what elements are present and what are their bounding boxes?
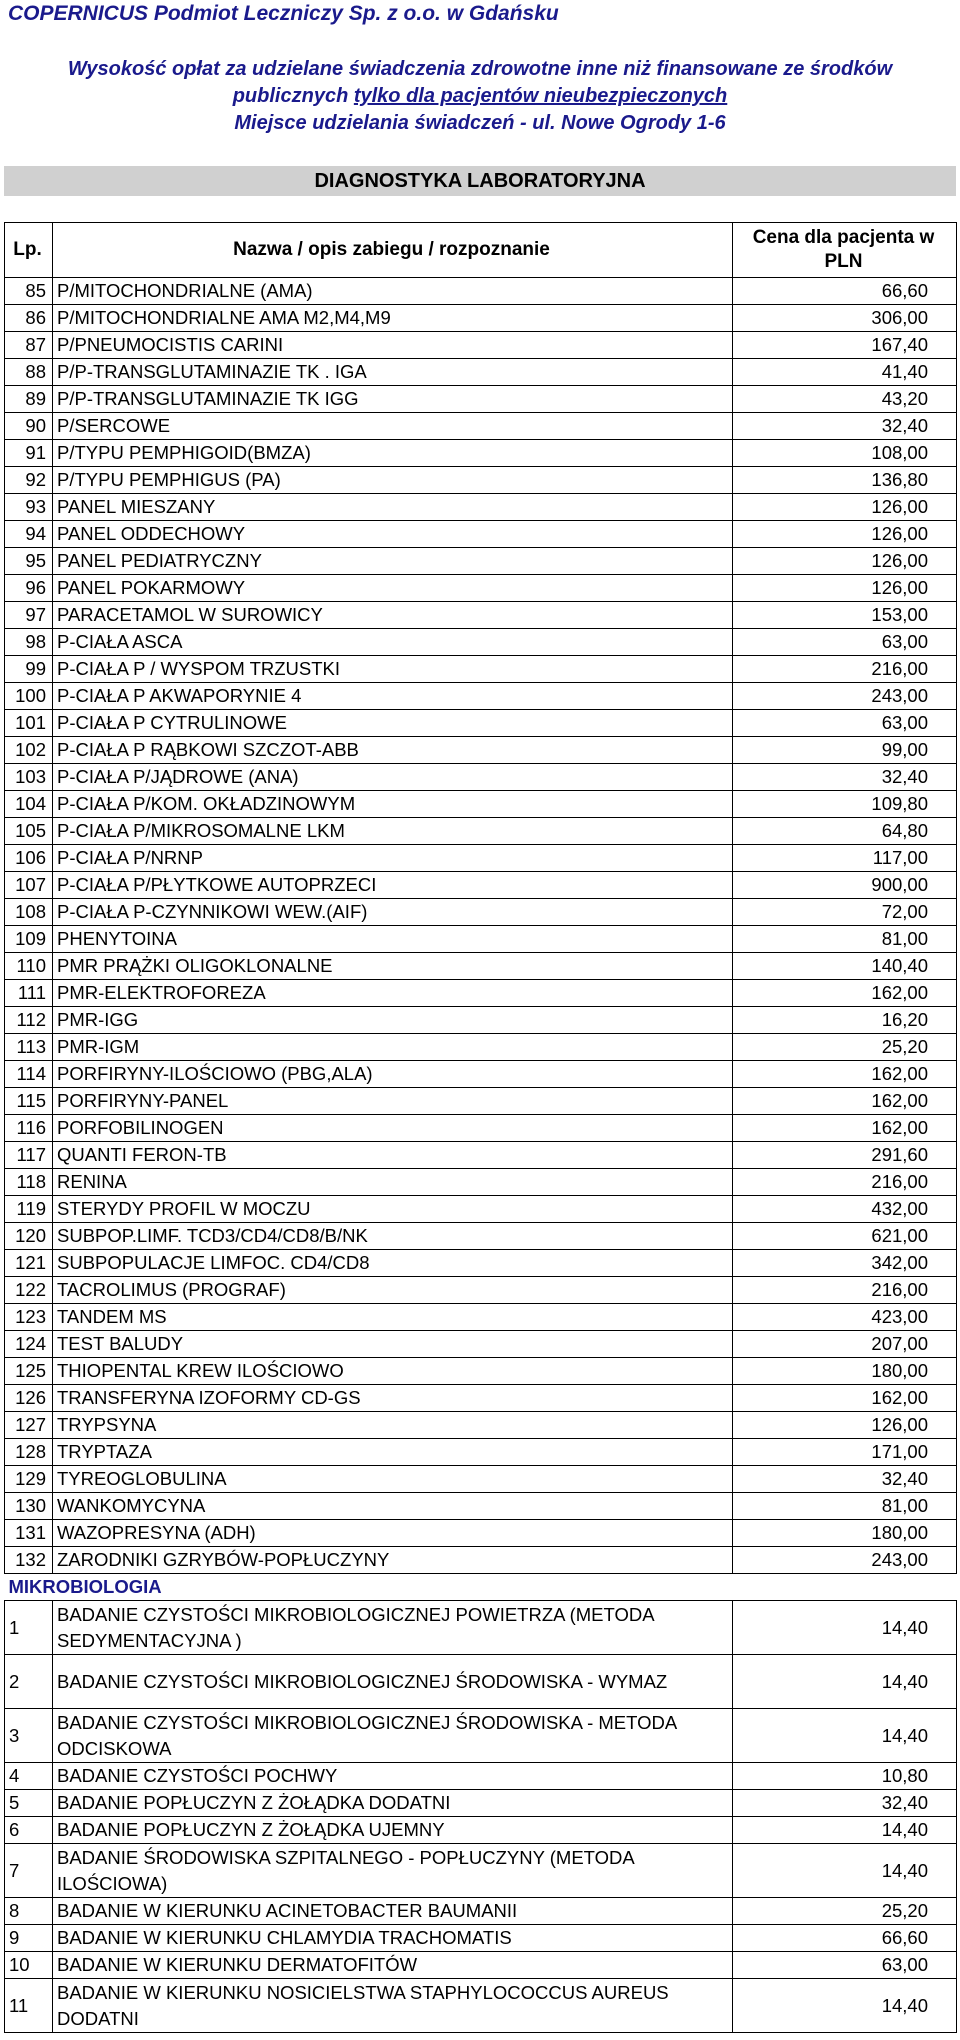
row-price: 66,60 [733, 278, 957, 305]
row-name: P-CIAŁA P AKWAPORYNIE 4 [53, 683, 733, 710]
row-price: 136,80 [733, 467, 957, 494]
table-row [5, 953, 957, 980]
row-price: 432,00 [733, 1196, 957, 1223]
table-row [5, 683, 957, 710]
row-name: PMR-IGM [53, 1034, 733, 1061]
subtitle-line-2-text: publicznych [232, 85, 354, 107]
row-name: PMR-ELEKTROFOREZA [53, 980, 733, 1007]
row-price: 342,00 [733, 1250, 957, 1277]
row-name: PORFOBILINOGEN [53, 1115, 733, 1142]
row-lp: 130 [5, 1493, 53, 1520]
row-name: P/MITOCHONDRIALNE AMA M2,M4,M9 [53, 305, 733, 332]
table-row [5, 1979, 957, 2033]
row-lp: 105 [5, 818, 53, 845]
row-lp: 96 [5, 575, 53, 602]
row-lp: 5 [5, 1790, 53, 1817]
row-name: BADANIE CZYSTOŚCI MIKROBIOLOGICZNEJ POWIETRZA (METODA SEDYMENTACYJNA ) [53, 1601, 733, 1655]
row-name: PANEL ODDECHOWY [53, 521, 733, 548]
row-price: 99,00 [733, 737, 957, 764]
row-name: SUBPOPULACJE LIMFOC. CD4/CD8 [53, 1250, 733, 1277]
row-lp: 120 [5, 1223, 53, 1250]
row-name: P-CIAŁA P/PŁYTKOWE AUTOPRZECI [53, 872, 733, 899]
table-row [5, 1304, 957, 1331]
table-row [5, 1061, 957, 1088]
row-name: P-CIAŁA ASCA [53, 629, 733, 656]
row-lp: 125 [5, 1358, 53, 1385]
row-name: P-CIAŁA P/NRNP [53, 845, 733, 872]
row-lp: 115 [5, 1088, 53, 1115]
row-name: PANEL POKARMOWY [53, 575, 733, 602]
row-price: 32,40 [733, 413, 957, 440]
column-header-lp: Lp. [5, 223, 53, 278]
row-price: 32,40 [733, 1790, 957, 1817]
row-lp: 104 [5, 791, 53, 818]
row-name: P-CIAŁA P CYTRULINOWE [53, 710, 733, 737]
row-name: PANEL MIESZANY [53, 494, 733, 521]
row-lp: 112 [5, 1007, 53, 1034]
table-row [5, 980, 957, 1007]
row-lp: 99 [5, 656, 53, 683]
row-price: 126,00 [733, 548, 957, 575]
row-name: THIOPENTAL KREW ILOŚCIOWO [53, 1358, 733, 1385]
row-name: BADANIE POPŁUCZYN Z ŻOŁĄDKA UJEMNY [53, 1817, 733, 1844]
row-lp: 8 [5, 1898, 53, 1925]
table-row [5, 872, 957, 899]
row-lp: 102 [5, 737, 53, 764]
row-price: 140,40 [733, 953, 957, 980]
row-price: 63,00 [733, 710, 957, 737]
row-lp: 106 [5, 845, 53, 872]
row-price: 216,00 [733, 1277, 957, 1304]
row-lp: 118 [5, 1169, 53, 1196]
row-name: SUBPOP.LIMF. TCD3/CD4/CD8/B/NK [53, 1223, 733, 1250]
row-name: BADANIE W KIERUNKU ACINETOBACTER BAUMANII [53, 1898, 733, 1925]
row-price: 180,00 [733, 1520, 957, 1547]
row-name: TRANSFERYNA IZOFORMY CD-GS [53, 1385, 733, 1412]
table-row [5, 1520, 957, 1547]
table-row [5, 575, 957, 602]
row-name: BADANIE W KIERUNKU DERMATOFITÓW [53, 1952, 733, 1979]
row-lp: 9 [5, 1925, 53, 1952]
row-price: 41,40 [733, 359, 957, 386]
row-name: P/PNEUMOCISTIS CARINI [53, 332, 733, 359]
table-row [5, 845, 957, 872]
row-name: TYREOGLOBULINA [53, 1466, 733, 1493]
row-lp: 98 [5, 629, 53, 656]
table-row [5, 764, 957, 791]
row-name: TACROLIMUS (PROGRAF) [53, 1277, 733, 1304]
row-lp: 7 [5, 1844, 53, 1898]
row-price: 66,60 [733, 1925, 957, 1952]
subsection-row [5, 1574, 957, 1601]
row-price: 621,00 [733, 1223, 957, 1250]
table-row [5, 1493, 957, 1520]
table-row [5, 1358, 957, 1385]
row-price: 243,00 [733, 1547, 957, 1574]
row-lp: 108 [5, 899, 53, 926]
row-price: 162,00 [733, 980, 957, 1007]
table-row [5, 1898, 957, 1925]
row-lp: 122 [5, 1277, 53, 1304]
table-row [5, 1277, 957, 1304]
row-name: P-CIAŁA P/MIKROSOMALNE LKM [53, 818, 733, 845]
row-price: 14,40 [733, 1817, 957, 1844]
row-lp: 87 [5, 332, 53, 359]
row-lp: 100 [5, 683, 53, 710]
row-lp: 124 [5, 1331, 53, 1358]
row-name: WANKOMYCYNA [53, 1493, 733, 1520]
table-header-row [5, 223, 957, 278]
row-price: 162,00 [733, 1385, 957, 1412]
row-name: PORFIRYNY-ILOŚCIOWO (PBG,ALA) [53, 1061, 733, 1088]
row-name: PANEL PEDIATRYCZNY [53, 548, 733, 575]
table-row [5, 602, 957, 629]
row-name: PMR-IGG [53, 1007, 733, 1034]
row-lp: 109 [5, 926, 53, 953]
row-price: 306,00 [733, 305, 957, 332]
table-row [5, 629, 957, 656]
table-row [5, 818, 957, 845]
table-row [5, 1385, 957, 1412]
row-name: BADANIE CZYSTOŚCI MIKROBIOLOGICZNEJ ŚRODOWISKA - WYMAZ [53, 1655, 733, 1709]
table-row [5, 1169, 957, 1196]
row-name: BADANIE W KIERUNKU CHLAMYDIA TRACHOMATIS [53, 1925, 733, 1952]
row-price: 16,20 [733, 1007, 957, 1034]
row-price: 14,40 [733, 1601, 957, 1655]
row-name: BADANIE ŚRODOWISKA SZPITALNEGO - POPŁUCZYNY (METODA ILOŚCIOWA) [53, 1844, 733, 1898]
row-lp: 90 [5, 413, 53, 440]
row-name: P/SERCOWE [53, 413, 733, 440]
row-price: 25,20 [733, 1898, 957, 1925]
table-row [5, 1250, 957, 1277]
row-name: STERYDY PROFIL W MOCZU [53, 1196, 733, 1223]
row-name: PMR PRĄŻKI OLIGOKLONALNE [53, 953, 733, 980]
column-header-name: Nazwa / opis zabiegu / rozpoznanie [53, 223, 733, 278]
row-lp: 126 [5, 1385, 53, 1412]
price-table [4, 222, 957, 2033]
table-row [5, 386, 957, 413]
row-price: 14,40 [733, 1655, 957, 1709]
row-price: 423,00 [733, 1304, 957, 1331]
row-price: 162,00 [733, 1115, 957, 1142]
row-price: 180,00 [733, 1358, 957, 1385]
table-row [5, 548, 957, 575]
row-price: 63,00 [733, 629, 957, 656]
row-lp: 92 [5, 467, 53, 494]
row-price: 216,00 [733, 1169, 957, 1196]
row-name: TANDEM MS [53, 1304, 733, 1331]
row-price: 153,00 [733, 602, 957, 629]
row-lp: 113 [5, 1034, 53, 1061]
table-row [5, 1412, 957, 1439]
table-row [5, 1763, 957, 1790]
table-row [5, 494, 957, 521]
row-price: 126,00 [733, 521, 957, 548]
row-price: 162,00 [733, 1088, 957, 1115]
row-price: 32,40 [733, 764, 957, 791]
row-lp: 1 [5, 1601, 53, 1655]
table-row [5, 1925, 957, 1952]
row-name: ZARODNIKI GZRYBÓW-POPŁUCZYNY [53, 1547, 733, 1574]
row-name: PARACETAMOL W SUROWICY [53, 602, 733, 629]
row-lp: 4 [5, 1763, 53, 1790]
table-row [5, 1331, 957, 1358]
row-lp: 94 [5, 521, 53, 548]
subtitle-line-2 [0, 83, 960, 110]
row-lp: 111 [5, 980, 53, 1007]
row-price: 117,00 [733, 845, 957, 872]
row-price: 167,40 [733, 332, 957, 359]
row-name: PHENYTOINA [53, 926, 733, 953]
row-price: 126,00 [733, 494, 957, 521]
row-lp: 132 [5, 1547, 53, 1574]
row-lp: 10 [5, 1952, 53, 1979]
row-name: P/MITOCHONDRIALNE (AMA) [53, 278, 733, 305]
row-name: P-CIAŁA P-CZYNNIKOWI WEW.(AIF) [53, 899, 733, 926]
row-name: WAZOPRESYNA (ADH) [53, 1520, 733, 1547]
row-lp: 6 [5, 1817, 53, 1844]
row-lp: 93 [5, 494, 53, 521]
row-name: RENINA [53, 1169, 733, 1196]
row-lp: 85 [5, 278, 53, 305]
row-price: 43,20 [733, 386, 957, 413]
row-name: P-CIAŁA P/JĄDROWE (ANA) [53, 764, 733, 791]
table-row [5, 413, 957, 440]
table-row [5, 899, 957, 926]
row-price: 216,00 [733, 656, 957, 683]
table-row [5, 521, 957, 548]
table-row [5, 1034, 957, 1061]
row-price: 81,00 [733, 1493, 957, 1520]
table-row [5, 1466, 957, 1493]
table-row [5, 305, 957, 332]
subsection-title: MIKROBIOLOGIA [8, 1576, 162, 1597]
subtitle-line-2-underlined: tylko dla pacjentów nieubezpieczonych [353, 85, 728, 107]
row-lp: 3 [5, 1709, 53, 1763]
row-lp: 11 [5, 1979, 53, 2033]
table-row [5, 1655, 957, 1709]
section-header: DIAGNOSTYKA LABORATORYJNA [4, 166, 956, 196]
subtitle-line-1: Wysokość opłat za udzielane świadczenia zdrowotne inne niż finansowane ze środków [67, 58, 893, 80]
table-row [5, 440, 957, 467]
row-price: 291,60 [733, 1142, 957, 1169]
row-name: TEST BALUDY [53, 1331, 733, 1358]
table-body [5, 278, 957, 2033]
row-lp: 114 [5, 1061, 53, 1088]
row-price: 14,40 [733, 1709, 957, 1763]
row-name: BADANIE CZYSTOŚCI MIKROBIOLOGICZNEJ ŚRODOWISKA - METODA ODCISKOWA [53, 1709, 733, 1763]
table-row [5, 1547, 957, 1574]
row-price: 25,20 [733, 1034, 957, 1061]
table-row [5, 1088, 957, 1115]
table-row [5, 1790, 957, 1817]
row-lp: 128 [5, 1439, 53, 1466]
subtitle-line-3: Miejsce udzielania świadczeń - ul. Nowe Ogrody 1-6 [234, 112, 726, 134]
table-row [5, 737, 957, 764]
row-price: 81,00 [733, 926, 957, 953]
table-row [5, 1817, 957, 1844]
row-lp: 117 [5, 1142, 53, 1169]
table-row [5, 791, 957, 818]
table-row [5, 926, 957, 953]
row-price: 162,00 [733, 1061, 957, 1088]
table-row [5, 1844, 957, 1898]
table-row [5, 1196, 957, 1223]
document-subtitle [0, 56, 960, 137]
row-lp: 107 [5, 872, 53, 899]
table-row [5, 1952, 957, 1979]
row-name: P/P-TRANSGLUTAMINAZIE TK IGG [53, 386, 733, 413]
table-row [5, 710, 957, 737]
row-name: P-CIAŁA P / WYSPOM TRZUSTKI [53, 656, 733, 683]
row-price: 10,80 [733, 1763, 957, 1790]
row-name: BADANIE W KIERUNKU NOSICIELSTWA STAPHYLOCOCCUS AUREUS DODATNI [53, 1979, 733, 2033]
row-lp: 121 [5, 1250, 53, 1277]
row-price: 109,80 [733, 791, 957, 818]
row-price: 900,00 [733, 872, 957, 899]
row-price: 63,00 [733, 1952, 957, 1979]
row-lp: 101 [5, 710, 53, 737]
institution-title: COPERNICUS Podmiot Leczniczy Sp. z o.o. w Gdańsku [8, 2, 559, 25]
row-lp: 131 [5, 1520, 53, 1547]
table-row [5, 1223, 957, 1250]
row-name: PORFIRYNY-PANEL [53, 1088, 733, 1115]
row-lp: 2 [5, 1655, 53, 1709]
row-price: 14,40 [733, 1979, 957, 2033]
table-row [5, 332, 957, 359]
row-name: QUANTI FERON-TB [53, 1142, 733, 1169]
row-price: 243,00 [733, 683, 957, 710]
table-row [5, 1439, 957, 1466]
row-lp: 129 [5, 1466, 53, 1493]
column-header-price: Cena dla pacjenta w PLN [733, 223, 957, 278]
row-price: 171,00 [733, 1439, 957, 1466]
table-row [5, 656, 957, 683]
row-price: 14,40 [733, 1844, 957, 1898]
row-price: 108,00 [733, 440, 957, 467]
row-name: TRYPSYNA [53, 1412, 733, 1439]
row-name: P-CIAŁA P RĄBKOWI SZCZOT-ABB [53, 737, 733, 764]
table-row [5, 1007, 957, 1034]
row-name: TRYPTAZA [53, 1439, 733, 1466]
row-name: P/P-TRANSGLUTAMINAZIE TK . IGA [53, 359, 733, 386]
row-lp: 97 [5, 602, 53, 629]
table-row [5, 359, 957, 386]
row-lp: 110 [5, 953, 53, 980]
row-lp: 88 [5, 359, 53, 386]
row-price: 32,40 [733, 1466, 957, 1493]
table-row [5, 1709, 957, 1763]
row-lp: 89 [5, 386, 53, 413]
row-lp: 127 [5, 1412, 53, 1439]
row-name: P/TYPU PEMPHIGOID(BMZA) [53, 440, 733, 467]
row-price: 72,00 [733, 899, 957, 926]
row-lp: 86 [5, 305, 53, 332]
row-price: 126,00 [733, 575, 957, 602]
row-lp: 103 [5, 764, 53, 791]
row-lp: 123 [5, 1304, 53, 1331]
row-lp: 116 [5, 1115, 53, 1142]
row-lp: 119 [5, 1196, 53, 1223]
table-row [5, 1142, 957, 1169]
row-name: BADANIE CZYSTOŚCI POCHWY [53, 1763, 733, 1790]
row-lp: 91 [5, 440, 53, 467]
row-lp: 95 [5, 548, 53, 575]
table-row [5, 1115, 957, 1142]
row-price: 207,00 [733, 1331, 957, 1358]
row-name: BADANIE POPŁUCZYN Z ŻOŁĄDKA DODATNI [53, 1790, 733, 1817]
row-name: P-CIAŁA P/KOM. OKŁADZINOWYM [53, 791, 733, 818]
row-name: P/TYPU PEMPHIGUS (PA) [53, 467, 733, 494]
row-price: 64,80 [733, 818, 957, 845]
table-row [5, 467, 957, 494]
row-price: 126,00 [733, 1412, 957, 1439]
table-row [5, 1601, 957, 1655]
table-row [5, 278, 957, 305]
